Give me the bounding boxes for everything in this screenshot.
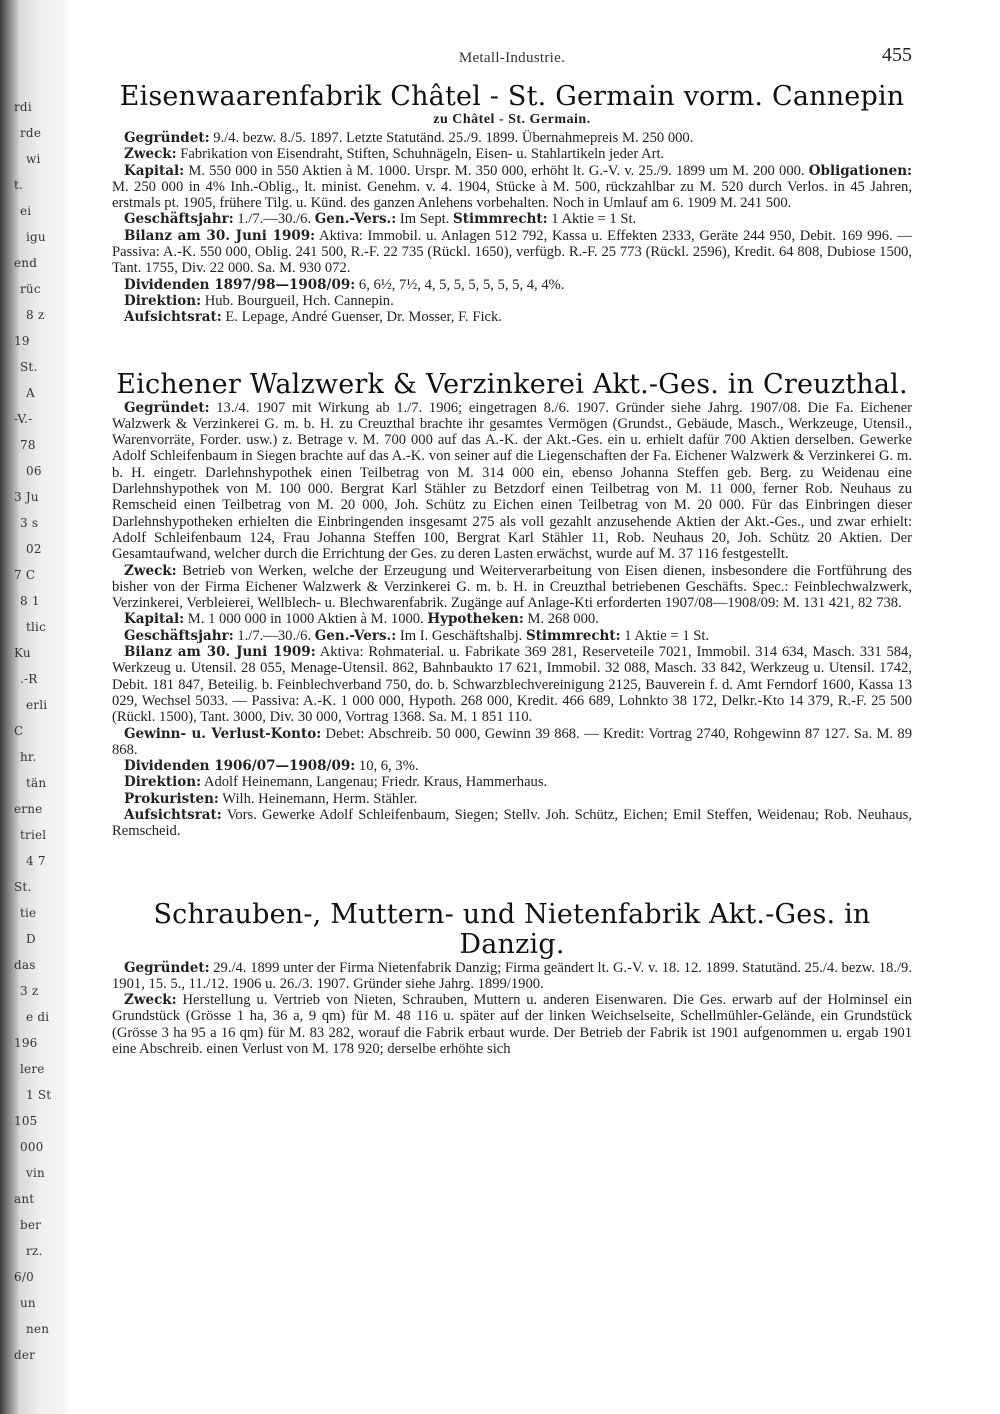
section-aufsichtsrat: Aufsichtsrat: E. Lepage, André Guenser, Dr. Mosser, F. Fick.: [124, 309, 502, 326]
section-aufsichtsrat: Aufsichtsrat: Vors. Gewerke Adolf Schleifenbaum, Siegen; Stellv. Joh. Schütz, Eichen; Emil Steffen, Weidenau; Rob. Neuhaus, Remscheid.: [112, 806, 912, 840]
section-direktion: Direktion: Hub. Bourgueil, Hch. Cannepin.: [124, 292, 394, 309]
gutter-fragment: vin: [26, 1166, 45, 1180]
company-subtitle: zu Châtel - St. Germain.: [433, 112, 591, 127]
company-title: Eichener Walzwerk & Verzinkerei Akt.-Ges. in Creuzthal.: [116, 368, 908, 400]
gutter-fragment: igu: [26, 230, 46, 244]
running-head-title: Metall-Industrie.: [458, 50, 566, 66]
gutter-fragment: C: [14, 724, 24, 738]
gutter-fragment: t.: [14, 178, 24, 192]
gutter-fragment: .-R: [20, 672, 38, 686]
section-bilanz: Bilanz am 30. Juni 1909: Aktiva: Immobil. u. Anlagen 512 792, Kassa u. Effekten 2333, Geräte 244 950, Debit. 169 996. — Passiva: A.-K. 550 000, Oblig. 241 500, R.-F. 22 735 (Rückl. 1650), verfügb. R.-F. 25 773 (Rückl. 2596), Kredit. 64 808, Dubiose 1500, Tant. 1755, Div. 22 000. Sa. M. 930 072.: [112, 227, 912, 277]
gutter-fragment: tie: [20, 906, 37, 920]
gutter-fragment: 196: [14, 1036, 38, 1050]
gutter-fragment: 8 1: [20, 594, 40, 608]
gutter-fragment: 000: [20, 1140, 44, 1154]
company-entry: [112, 900, 912, 1058]
company-entry: [112, 370, 912, 840]
company-title: Schrauben-, Muttern- und Nietenfabrik Akt.-Ges. in Danzig.: [153, 898, 871, 960]
gutter-fragment: das: [14, 958, 36, 972]
gutter-fragment: St.: [14, 880, 32, 894]
gutter-fragment: wi: [26, 152, 41, 166]
gutter-fragment: ant: [14, 1192, 35, 1206]
scanned-left-gutter: [0, 0, 68, 1414]
section-dividenden: Dividenden 1897/98—1908/09: 6, 6½, 7½, 4, 5, 5, 5, 5, 5, 5, 4, 4%.: [124, 276, 565, 293]
gutter-fragment: 3 Ju: [14, 490, 39, 504]
gutter-fragment: rüc: [20, 282, 41, 296]
section-gegruendet: Gegründet: 29./4. 1899 unter der Firma Nietenfabrik Danzig; Firma geändert lt. G.-V. v. 18. 12. 1899. Statutänd. 25./4. bezw. 18./9. 1901, 15. 5., 11./12. 1906 u. 26./3. 1907. Gründer siehe Jahrg. 1899/1900.: [112, 959, 912, 992]
gutter-fragment: 06: [26, 464, 42, 478]
gutter-fragment: -V.-: [14, 412, 33, 426]
gutter-fragment: Ku: [14, 646, 31, 660]
gutter-fragment: 4 7: [26, 854, 46, 868]
gutter-fragment: 78: [20, 438, 36, 452]
document-page: [112, 44, 912, 1394]
section-dividenden: Dividenden 1906/07—1908/09: 10, 6, 3%.: [124, 758, 419, 775]
gutter-fragment: 105: [14, 1114, 38, 1128]
section-gegruendet: Gegründet: 13./4. 1907 mit Wirkung ab 1./7. 1906; eingetragen 8./6. 1907. Gründer siehe Jahrg. 1907/08. Die Fa. Eichener Walzwerk & Verzinkerei G. m. b. H. zu Creuzthal brachte ihr gesamtes Vermögen (Grundst., Gebäude, Masch., Werkzeuge, Utensil., Warenvorräte, Forder. usw.) z. Betrage v. M. 700 000 auf das A.-K. der Akt.-Ges. ein u. erhielt dafür 700 Aktien derselben. Gewerke Adolf Schleifenbaum in Siegen brachte auf das A.-K. von seiner auf die Liegenschaften der Fa. Eichener Walzwerk & Verzinkerei G. m. b. H. eingetr. Darlehnshypothek einen Teilbetrag von M. 314 000 ein, ebenso Johanna Steffen geb. Berg. zu Weidenau eine Darlehnshypothek von M. 100 000. Bergrat Karl Stähler zu Betzdorf einen Teilbetrag von M. 11 000, ferner Rob. Neuhaus zu Remscheid einen Teilbetrag von M. 20 000, Joh. Schütz zu Eichen einen Teilbetrag von M. 20 000. Für das Einbringen dieser Darlehnshypotheken erhielten die Einbringenden insgesamt 275 als voll gezahlt anzusehende Aktien der Akt.-Ges., und zwar erhielt: Adolf Schleifenbaum 124, Frau Johanna Steffen 100, Bergrat Karl Stähler 11, Rob. Neuhaus 20, Joh. Schütz 20 Aktien. Der Gesamtaufwand, welcher durch die Errichtung der Ges. zu deren Lasten erwächst, wurde auf M. 37 116 festgestellt.: [112, 399, 912, 563]
company-title: Eisenwaarenfabrik Châtel - St. Germain vorm. Cannepin: [119, 81, 905, 112]
section-gewinn-verlust: Gewinn- u. Verlust-Konto: Debet: Abschreib. 50 000, Gewinn 39 868. — Kredit: Vortrag 2740, Rohgewinn 87 127. Sa. M. 89 868.: [112, 725, 912, 758]
gutter-fragment: rde: [20, 126, 42, 140]
section-kapital: Kapital: M. 1 000 000 in 1000 Aktien à M. 1000. Hypotheken: M. 268 000.: [124, 611, 599, 628]
gutter-fragment: 19: [14, 334, 30, 348]
gutter-fragment: end: [14, 256, 38, 270]
gutter-fragment: hr.: [20, 750, 37, 764]
gutter-fragment: un: [20, 1296, 36, 1310]
gutter-fragment: 3 z: [20, 984, 39, 998]
gutter-fragment: rz.: [26, 1244, 43, 1258]
section-geschaeftsjahr: Geschäftsjahr: 1./7.—30./6. Gen.-Vers.: Im I. Geschäftshalbj. Stimmrecht: 1 Aktie = 1 St.: [124, 627, 710, 644]
gutter-fragment: 1 St: [26, 1088, 52, 1102]
running-head: [112, 44, 912, 78]
gutter-fragment: St.: [20, 360, 38, 374]
gutter-fragment: D: [26, 932, 36, 946]
gutter-fragment: ei: [20, 204, 32, 218]
gutter-fragment: erne: [14, 802, 43, 816]
page-number: 455: [882, 44, 912, 66]
section-kapital: Kapital: M. 550 000 in 550 Aktien à M. 1000. Urspr. M. 350 000, erhöht lt. G.-V. v. 25./9. 1899 um M. 200 000. Obligationen: M. 250 000 in 4% Inh.-Oblig., lt. minist. Genehm. v. 4. 1904, Stücke à M. 500, rückzahlbar zu M. 520 durch Verlos. in 45 Jahren, erstmals pt. 1905, frühere Tilg. u. Künd. des ganzen Anlehens vorbehalten. Noch in Umlauf am 6. 1909 M. 241 500.: [112, 162, 912, 212]
gutter-fragment: erli: [26, 698, 48, 712]
gutter-fragment: tän: [26, 776, 47, 790]
gutter-fragment: tlic: [26, 620, 47, 634]
section-direktion: Direktion: Adolf Heinemann, Langenau; Friedr. Kraus, Hammerhaus.: [124, 774, 548, 791]
section-bilanz: Bilanz am 30. Juni 1909: Aktiva: Rohmaterial. u. Fabrikate 369 281, Reserveteile 7021, Immobil. 314 634, Masch. 331 584, Werkzeug u. Utensil. 28 055, Menage-Utensil. 862, Bahnbaukto 17 621, Immobil. 32 088, Masch. 33 842, Werkzeug u. Utensil. 1742, Debit. 181 847, Beteilig. b. Feinblechverband 750, do. b. Schwarzblechvereinigung 2125, Bauverein f. d. Amt Ferndorf 1600, Kassa 13 029, Wechsel 5033. — Passiva: A.-K. 1 000 000, Hypoth. 268 000, Kredit. 466 689, Lohnkto 38 172, Delkr.-Kto 14 379, R.-F. 25 500 (Rückl. 1500), Tant. 3000, Div. 30 000, Vortrag 1368. Sa. M. 1 851 110.: [112, 644, 913, 726]
gutter-fragment: 6/0: [14, 1270, 34, 1284]
gutter-fragment: der: [14, 1348, 36, 1362]
section-zweck: Zweck: Fabrikation von Eisendraht, Stiften, Schuhnägeln, Eisen- u. Stahlartikeln jeder Art.: [124, 146, 665, 163]
gutter-fragment: lere: [20, 1062, 45, 1076]
section-prokuristen: Prokuristen: Wilh. Heinemann, Herm. Stähler.: [124, 790, 418, 807]
company-entry: [112, 82, 912, 326]
gutter-fragment: A: [26, 386, 35, 400]
gutter-fragment: nen: [26, 1322, 50, 1336]
gutter-fragment: rdi: [14, 100, 32, 114]
gutter-fragment: 02: [26, 542, 42, 556]
section-gegruendet: Gegründet: 9./4. bezw. 8./5. 1897. Letzte Statutänd. 25./9. 1899. Übernahmepreis M. 250 000.: [124, 130, 694, 146]
gutter-fragment: ber: [20, 1218, 42, 1232]
section-geschaeftsjahr: Geschäftsjahr: 1./7.—30./6. Gen.-Vers.: Im Sept. Stimmrecht: 1 Aktie = 1 St.: [124, 211, 637, 228]
gutter-fragment: 3 s: [20, 516, 39, 530]
section-zweck: Zweck: Betrieb von Werken, welche der Erzeugung und Weiterverarbeitung von Eisen dienen, insbesondere die Fortführung des bisher von der Firma Eichener Walzwerk & Verzinkerei G. m. b. H. in Creuzthal betriebenen Geschäfts. Spec.: Feinblechwalzwerk, Verzinkerei, Verbleierei, Wellblech- u. Blechwarenfabrik. Zugänge auf Anlage-Kti erforderten 1907/08—1908/09: M. 131 421, 82 738.: [112, 562, 912, 612]
section-zweck: Zweck: Herstellung u. Vertrieb von Nieten, Schrauben, Muttern u. anderen Eisenwaren. Die Ges. erwarb auf der Holminsel ein Grundstück (Grösse 1 ha, 36 a, 9 qm) für M. 48 116 u. später auf der linken Weichselseite, Schellmühler-Gelände, ein Grundstück (Grösse 3 ha 95 a 16 qm) für M. 83 282, worauf die Fabrik erbaut wurde. Der Betrieb der Fabrik ist 1901 aufgenommen u. ergab 1901 eine Abschreib. einen Verlust von M. 178 920; derselbe erhöhte sich: [112, 992, 912, 1058]
gutter-fragment: e di: [26, 1010, 50, 1024]
gutter-fragment: triel: [20, 828, 47, 842]
gutter-fragment: 8 z: [26, 308, 45, 322]
gutter-fragment: 7 C: [14, 568, 36, 582]
